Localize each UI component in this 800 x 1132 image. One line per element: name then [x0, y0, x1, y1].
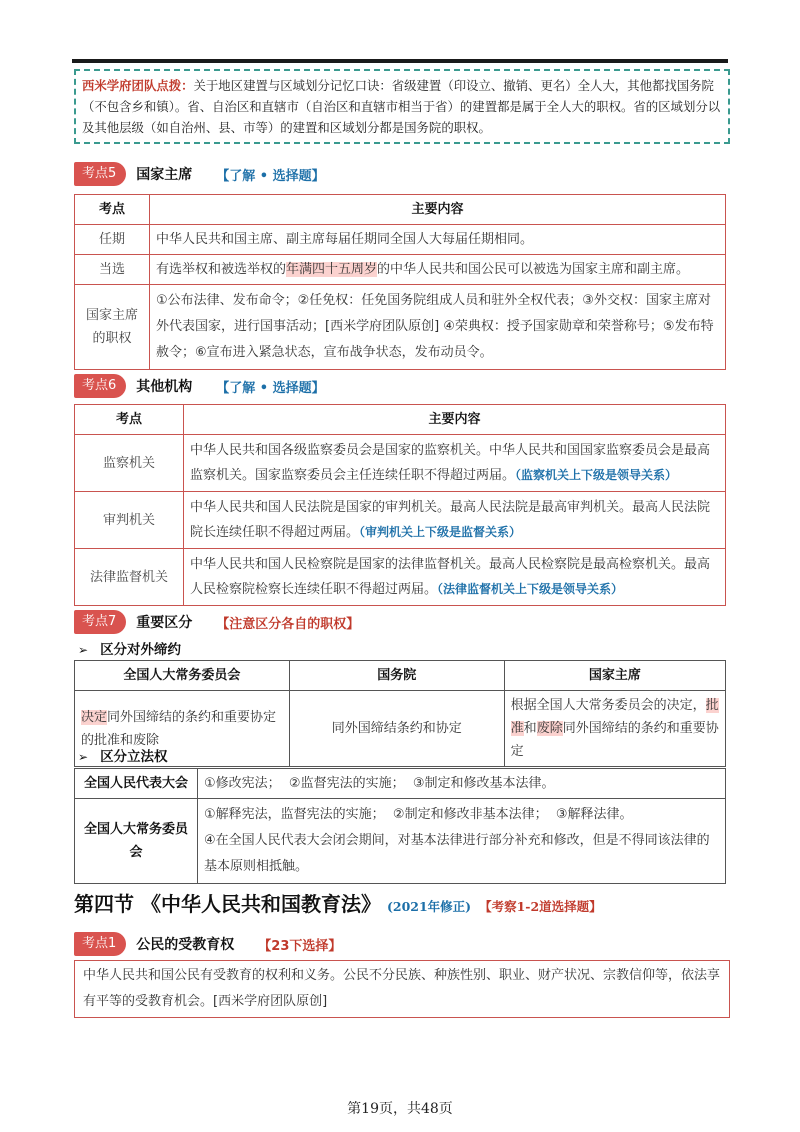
leg-row-label: 全国人民代表大会: [75, 769, 198, 799]
arrow-icon: ➢: [78, 643, 89, 657]
relation-note: （监察机关上下级是领导关系）: [515, 468, 678, 482]
section-edition: (2021年修正): [386, 899, 472, 914]
kp5-tag: 考点5: [74, 162, 126, 186]
kp6-row-label: 审判机关: [75, 492, 184, 549]
kp6-header-content: 主要内容: [184, 405, 726, 435]
col-state-council: 国务院: [289, 661, 504, 691]
relation-note: （法律监督机关上下级是领导关系）: [437, 582, 624, 596]
text-span: 有选举权和被选举权的: [156, 262, 287, 277]
leg-row-content: [198, 799, 726, 884]
legislation-table: [74, 768, 726, 884]
table-row: [75, 225, 726, 255]
top-rule: [72, 59, 728, 63]
kp1-content-box: [74, 960, 730, 1018]
text-span: 中华人民共和国人民检察院是国家的法律监督机关。最高人民检察院是最高检察机关。最高人民检察院检察长连续任职不得超过两届。: [190, 557, 711, 597]
kp7-heading: [74, 610, 359, 634]
kp1-name: 公民的受教育权: [136, 937, 235, 953]
relation-note: （审判机关上下级是监督关系）: [359, 525, 522, 539]
highlight-decide: 决定: [81, 709, 108, 725]
kp5-row-label: 任期: [75, 225, 150, 255]
sub-title: 区分对外缔约: [100, 642, 182, 658]
highlight-age: 年满四十五周岁: [286, 262, 378, 277]
sub-heading-treaty: [78, 638, 181, 658]
sub-title: 区分立法权: [100, 749, 168, 765]
kp5-header-topic: 考点: [75, 195, 150, 225]
cell-state-council: 同外国缔结条约和协定: [289, 691, 504, 767]
kp6-row-content: [184, 492, 726, 549]
kp1-heading: [74, 932, 341, 956]
sub-heading-legislation: [78, 745, 168, 765]
kp7-note: 【注意区分各自的职权】: [216, 616, 360, 632]
text-span: 中华人民共和国各级监察委员会是国家的监察机关。中华人民共和国国家监察委员会是最高监察机关。国家监察委员会主任连续任职不得超过两届。: [190, 443, 711, 483]
table-row: [75, 435, 726, 492]
text-span: 的中华人民共和国公民可以被选为国家主席和副主席。: [377, 262, 690, 277]
kp5-name: 国家主席: [136, 167, 193, 183]
kp7-name: 重要区分: [136, 615, 193, 631]
kp6-row-content: [184, 435, 726, 492]
kp1-text: 中华人民共和国公民有受教育的权利和义务。公民不分民族、种族性别、职业、财产状况、宗教信仰等，依法享有平等的受教育机会。[西米学府团队原创]: [83, 968, 721, 1009]
kp6-name: 其他机构: [136, 379, 193, 395]
table-row: [75, 492, 726, 549]
section-exam: 【考察1-2道选择题】: [479, 899, 602, 914]
highlight-approve: 批准: [510, 698, 719, 736]
text-span: 同外国缔结的条约和重要协定: [510, 721, 719, 759]
table-row: [75, 255, 726, 285]
kp5-table: [74, 194, 726, 370]
kp7-tag: 考点7: [74, 610, 126, 634]
text-span: 同外国缔结的条约和重要协定的批准和废除: [81, 709, 277, 748]
table-row: [75, 769, 726, 799]
kp5-row-label: 国家主席的职权: [75, 285, 150, 370]
kp5-row-content: 中华人民共和国主席、副主席每届任期同全国人大每届任期相同。: [150, 225, 726, 255]
arrow-icon: ➢: [78, 750, 89, 764]
kp1-tag: 考点1: [74, 932, 126, 956]
leg-row-content: ①修改宪法； ②监督宪法的实施； ③制定和修改基本法律。: [198, 769, 726, 799]
table-row: [75, 691, 726, 767]
leg-row-label: 全国人大常务委员会: [75, 799, 198, 884]
text-line: ④在全国人民代表大会闭会期间，对基本法律进行部分补充和修改，但是不得同该法律的基本原则相抵触。: [204, 833, 710, 874]
text-span: 和: [523, 721, 537, 736]
highlight-abolish: 废除: [536, 721, 563, 736]
kp6-row-label: 监察机关: [75, 435, 184, 492]
kp6-row-content: [184, 549, 726, 606]
kp6-heading: [74, 374, 325, 398]
kp6-row-label: 法律监督机关: [75, 549, 184, 606]
tip-lead: 西米学府团队点拨：: [82, 78, 194, 93]
section-title-text: 第四节 《中华人民共和国教育法》: [74, 892, 381, 916]
page-footer: 第19页，共48页: [347, 1101, 453, 1117]
text-span: 中华人民共和国人民法院是国家的审判机关。最高人民法院是最高审判机关。最高人民法院院长连续任职不得超过两届。: [190, 500, 711, 540]
kp5-row-content: ①公布法律、发布命令；②任免权：任免国务院组成人员和驻外全权代表；③外交权：国家主席对外代表国家，进行国事活动；[西米学府团队原创] ④荣典权：授予国家勋章和荣誉称号；⑤发布特赦令；⑥宣布进入紧急状态，宣布战争状态，发布动员令。: [150, 285, 726, 370]
cell-president: [504, 691, 725, 767]
table-row: [75, 285, 726, 370]
tip-box: [74, 69, 730, 144]
table-row: [75, 799, 726, 884]
col-npcsc: 全国人大常务委员会: [75, 661, 290, 691]
kp6-note: 【了解 • 选择题】: [216, 380, 325, 396]
kp6-tag: 考点6: [74, 374, 126, 398]
kp5-row-label: 当选: [75, 255, 150, 285]
text-line: ①解释宪法，监督宪法的实施； ②制定和修改非基本法律； ③解释法律。: [204, 807, 633, 822]
treaty-table: [74, 660, 726, 767]
kp1-note: 【23下选择】: [258, 938, 342, 954]
kp6-header-topic: 考点: [75, 405, 184, 435]
tip-text: 关于地区建置与区域划分记忆口诀：省级建置（印设立、撤销、更名）全人大，其他都找国务院（不包含乡和镇）。省、自治区和直辖市（自治区和直辖市相当于省）的建置都是属于全人大的职权。省的区域划分以及其他层级（如自治州、县、市等）的建置和区域划分都是国务院的职权。: [82, 78, 721, 135]
col-president: 国家主席: [504, 661, 725, 691]
kp5-heading: [74, 162, 325, 186]
kp5-note: 【了解 • 选择题】: [216, 168, 325, 184]
text-span: 根据全国人大常务委员会的决定，: [510, 698, 706, 713]
section-title: [74, 888, 602, 917]
table-row: [75, 549, 726, 606]
kp5-header-content: 主要内容: [150, 195, 726, 225]
kp5-row-content: [150, 255, 726, 285]
kp6-table: [74, 404, 726, 606]
